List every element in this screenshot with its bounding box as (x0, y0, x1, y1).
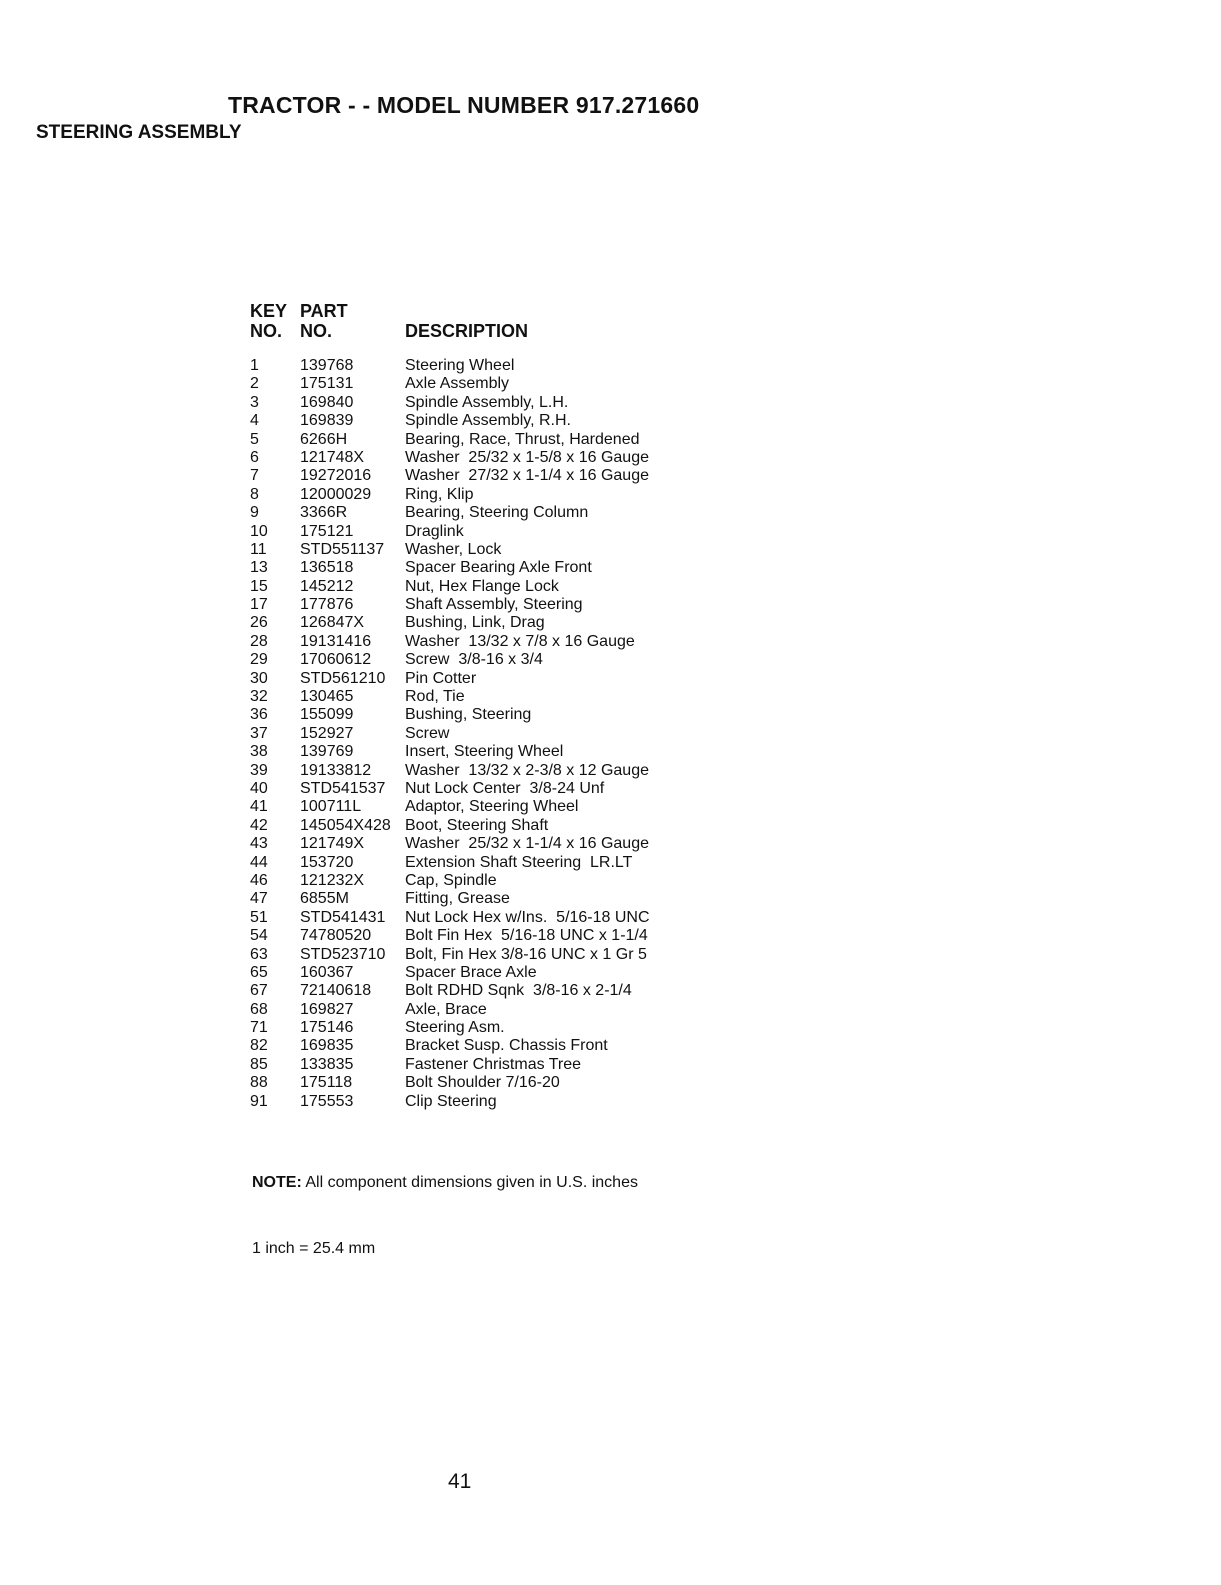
description: Spacer Bearing Axle Front (405, 559, 592, 577)
table-row (250, 541, 720, 559)
key-no: 54 (250, 927, 268, 945)
key-no: 13 (250, 559, 268, 577)
table-row (250, 762, 720, 780)
part-no: STD561210 (300, 669, 386, 687)
note (252, 1128, 638, 1282)
description: Pin Cotter (405, 669, 477, 687)
table-row (250, 964, 720, 982)
part-no: 3366R (300, 504, 348, 522)
page-number: 41 (448, 1470, 472, 1493)
key-no: 40 (250, 779, 268, 797)
key-no: 1 (250, 357, 259, 374)
table-row (250, 798, 720, 816)
description: Nut Lock Hex w/Ins. 5/16-18 UNC (405, 908, 650, 926)
part-no: 17060612 (300, 651, 372, 669)
key-no: 10 (250, 522, 268, 540)
description: Draglink (405, 522, 464, 540)
note-line-1 (252, 1172, 638, 1194)
description: Spindle Assembly, R.H. (405, 412, 571, 430)
table-row (250, 743, 720, 761)
description: Axle, Brace (405, 1000, 487, 1018)
key-no: 37 (250, 724, 268, 742)
table-row (250, 1093, 720, 1111)
part-no: 121749X (300, 835, 365, 853)
key-no: 8 (250, 485, 259, 503)
section-title: STEERING ASSEMBLY (36, 122, 242, 143)
table-row (250, 817, 720, 835)
part-no: 169840 (300, 393, 354, 411)
part-no: 145054X428 (300, 816, 391, 834)
table-row (250, 504, 720, 522)
part-no: 160367 (300, 963, 354, 981)
part-no: 19131416 (300, 632, 372, 650)
description: Rod, Tie (405, 688, 465, 706)
table-row (250, 688, 720, 706)
table-row (250, 946, 720, 964)
parts-list (250, 357, 720, 1111)
part-no: 177876 (300, 596, 354, 614)
key-no: 51 (250, 908, 268, 926)
description: Screw (405, 724, 450, 742)
key-no: 38 (250, 743, 268, 761)
part-no: 19133812 (300, 761, 372, 779)
note-conversion: 1 inch = 25.4 mm (252, 1240, 376, 1257)
part-no: 139769 (300, 743, 354, 761)
key-no: 30 (250, 669, 268, 687)
table-row (250, 890, 720, 908)
part-no: 169827 (300, 1000, 354, 1018)
description: Washer 25/32 x 1-1/4 x 16 Gauge (405, 835, 649, 853)
column-header-part-line2: NO. (300, 321, 333, 341)
column-header-key-line2: NO. (250, 321, 283, 341)
key-no: 91 (250, 1092, 268, 1110)
note-label: NOTE: (252, 1174, 302, 1191)
table-row (250, 614, 720, 632)
part-no: 130465 (300, 688, 354, 706)
key-no: 6 (250, 448, 259, 466)
key-no: 29 (250, 651, 268, 669)
description: Steering Asm. (405, 1019, 505, 1037)
column-header-key-line1: KEY (250, 301, 288, 321)
description: Bearing, Steering Column (405, 504, 589, 522)
table-row (250, 1001, 720, 1019)
key-no: 46 (250, 871, 268, 889)
key-no: 4 (250, 412, 259, 430)
description: Bolt RDHD Sqnk 3/8-16 x 2-1/4 (405, 982, 632, 1000)
table-row (250, 670, 720, 688)
key-no: 63 (250, 945, 268, 963)
table-row (250, 412, 720, 430)
description: Bolt Fin Hex 5/16-18 UNC x 1-1/4 (405, 927, 648, 945)
description: Insert, Steering Wheel (405, 743, 564, 761)
description: Washer 25/32 x 1-5/8 x 16 Gauge (405, 448, 649, 466)
description: Washer 13/32 x 2-3/8 x 12 Gauge (405, 761, 649, 779)
key-no: 47 (250, 890, 268, 908)
key-no: 43 (250, 835, 268, 853)
part-no: 6266H (300, 430, 348, 448)
key-no: 7 (250, 467, 259, 485)
table-row (250, 467, 720, 485)
description: Bolt Shoulder 7/16-20 (405, 1074, 560, 1092)
key-no: 82 (250, 1037, 268, 1055)
table-row (250, 394, 720, 412)
key-no: 85 (250, 1055, 268, 1073)
description: Fastener Christmas Tree (405, 1055, 582, 1073)
description: Spindle Assembly, L.H. (405, 393, 569, 411)
table-row (250, 651, 720, 669)
part-no: STD523710 (300, 945, 386, 963)
description: Ring, Klip (405, 485, 474, 503)
table-row (250, 559, 720, 577)
description: Cap, Spindle (405, 871, 497, 889)
description: Bushing, Steering (405, 706, 532, 724)
key-no: 17 (250, 596, 268, 614)
part-no: STD551137 (300, 540, 385, 558)
key-no: 32 (250, 688, 268, 706)
table-row (250, 449, 720, 467)
table-row (250, 1056, 720, 1074)
description: Bushing, Link, Drag (405, 614, 545, 632)
table-row (250, 835, 720, 853)
description: Bearing, Race, Thrust, Hardened (405, 430, 640, 448)
key-no: 39 (250, 761, 268, 779)
part-no: 145212 (300, 577, 354, 595)
key-no: 9 (250, 504, 259, 522)
part-no: 133835 (300, 1055, 354, 1073)
table-row (250, 982, 720, 1000)
table-row (250, 1019, 720, 1037)
key-no: 5 (250, 430, 259, 448)
part-no: 169839 (300, 412, 354, 430)
key-no: 88 (250, 1074, 268, 1092)
key-no: 26 (250, 614, 268, 632)
table-row (250, 633, 720, 651)
description: Bracket Susp. Chassis Front (405, 1037, 608, 1055)
description: Extension Shaft Steering LR.LT (405, 853, 633, 871)
table-row (250, 909, 720, 927)
key-no: 42 (250, 816, 268, 834)
key-no: 36 (250, 706, 268, 724)
description: Boot, Steering Shaft (405, 816, 549, 834)
key-no: 41 (250, 798, 268, 816)
table-row (250, 1037, 720, 1055)
description: Nut, Hex Flange Lock (405, 577, 559, 595)
table-row (250, 706, 720, 724)
key-no: 11 (250, 540, 267, 558)
key-no: 71 (250, 1019, 268, 1037)
table-row (250, 872, 720, 890)
key-no: 28 (250, 632, 268, 650)
page-title: TRACTOR - - MODEL NUMBER 917.271660 (228, 92, 700, 118)
description: Axle Assembly (405, 375, 510, 393)
part-no: 175146 (300, 1019, 354, 1037)
description: Shaft Assembly, Steering (405, 596, 583, 614)
key-no: 2 (250, 375, 259, 393)
part-no: 153720 (300, 853, 354, 871)
table-row (250, 357, 720, 375)
part-no: 12000029 (300, 485, 372, 503)
table-row (250, 780, 720, 798)
part-no: 6855M (300, 890, 349, 908)
column-header-part-line1: PART (300, 301, 348, 321)
part-no: 121748X (300, 448, 365, 466)
part-no: 152927 (300, 724, 354, 742)
key-no: 65 (250, 963, 268, 981)
part-no: 72140618 (300, 982, 372, 1000)
description: Spacer Brace Axle (405, 963, 537, 981)
description: Screw 3/8-16 x 3/4 (405, 651, 543, 669)
table-row (250, 578, 720, 596)
table-row (250, 486, 720, 504)
part-no: STD541537 (300, 779, 386, 797)
column-header-description: DESCRIPTION (405, 321, 529, 341)
part-no: 175118 (300, 1074, 353, 1092)
table-row (250, 375, 720, 393)
table-row (250, 927, 720, 945)
part-no: 139768 (300, 357, 354, 374)
note-text: All component dimensions given in U.S. inches (301, 1174, 638, 1191)
description: Washer 13/32 x 7/8 x 16 Gauge (405, 632, 635, 650)
table-row (250, 596, 720, 614)
description: Washer 27/32 x 1-1/4 x 16 Gauge (405, 467, 649, 485)
part-no: 74780520 (300, 927, 372, 945)
description: Clip Steering (405, 1092, 497, 1110)
description: Adaptor, Steering Wheel (405, 798, 579, 816)
table-row (250, 523, 720, 541)
part-no: 175553 (300, 1092, 354, 1110)
description: Nut Lock Center 3/8-24 Unf (405, 779, 605, 797)
table-row (250, 854, 720, 872)
table-row (250, 725, 720, 743)
key-no: 44 (250, 853, 268, 871)
table-row (250, 1074, 720, 1092)
part-no: 155099 (300, 706, 354, 724)
part-no: 175121 (300, 522, 354, 540)
description: Bolt, Fin Hex 3/8-16 UNC x 1 Gr 5 (405, 945, 647, 963)
part-no: 126847X (300, 614, 365, 632)
part-no: 169835 (300, 1037, 354, 1055)
key-no: 67 (250, 982, 268, 1000)
description: Fitting, Grease (405, 890, 510, 908)
part-no: 175131 (300, 375, 354, 393)
part-no: 19272016 (300, 467, 372, 485)
part-no: 121232X (300, 871, 365, 889)
key-no: 68 (250, 1000, 268, 1018)
key-no: 3 (250, 393, 259, 411)
table-row (250, 431, 720, 449)
description: Steering Wheel (405, 357, 515, 374)
part-no: 100711L (300, 798, 362, 816)
description: Washer, Lock (405, 540, 502, 558)
key-no: 15 (250, 577, 268, 595)
part-no: STD541431 (300, 908, 386, 926)
part-no: 136518 (300, 559, 354, 577)
